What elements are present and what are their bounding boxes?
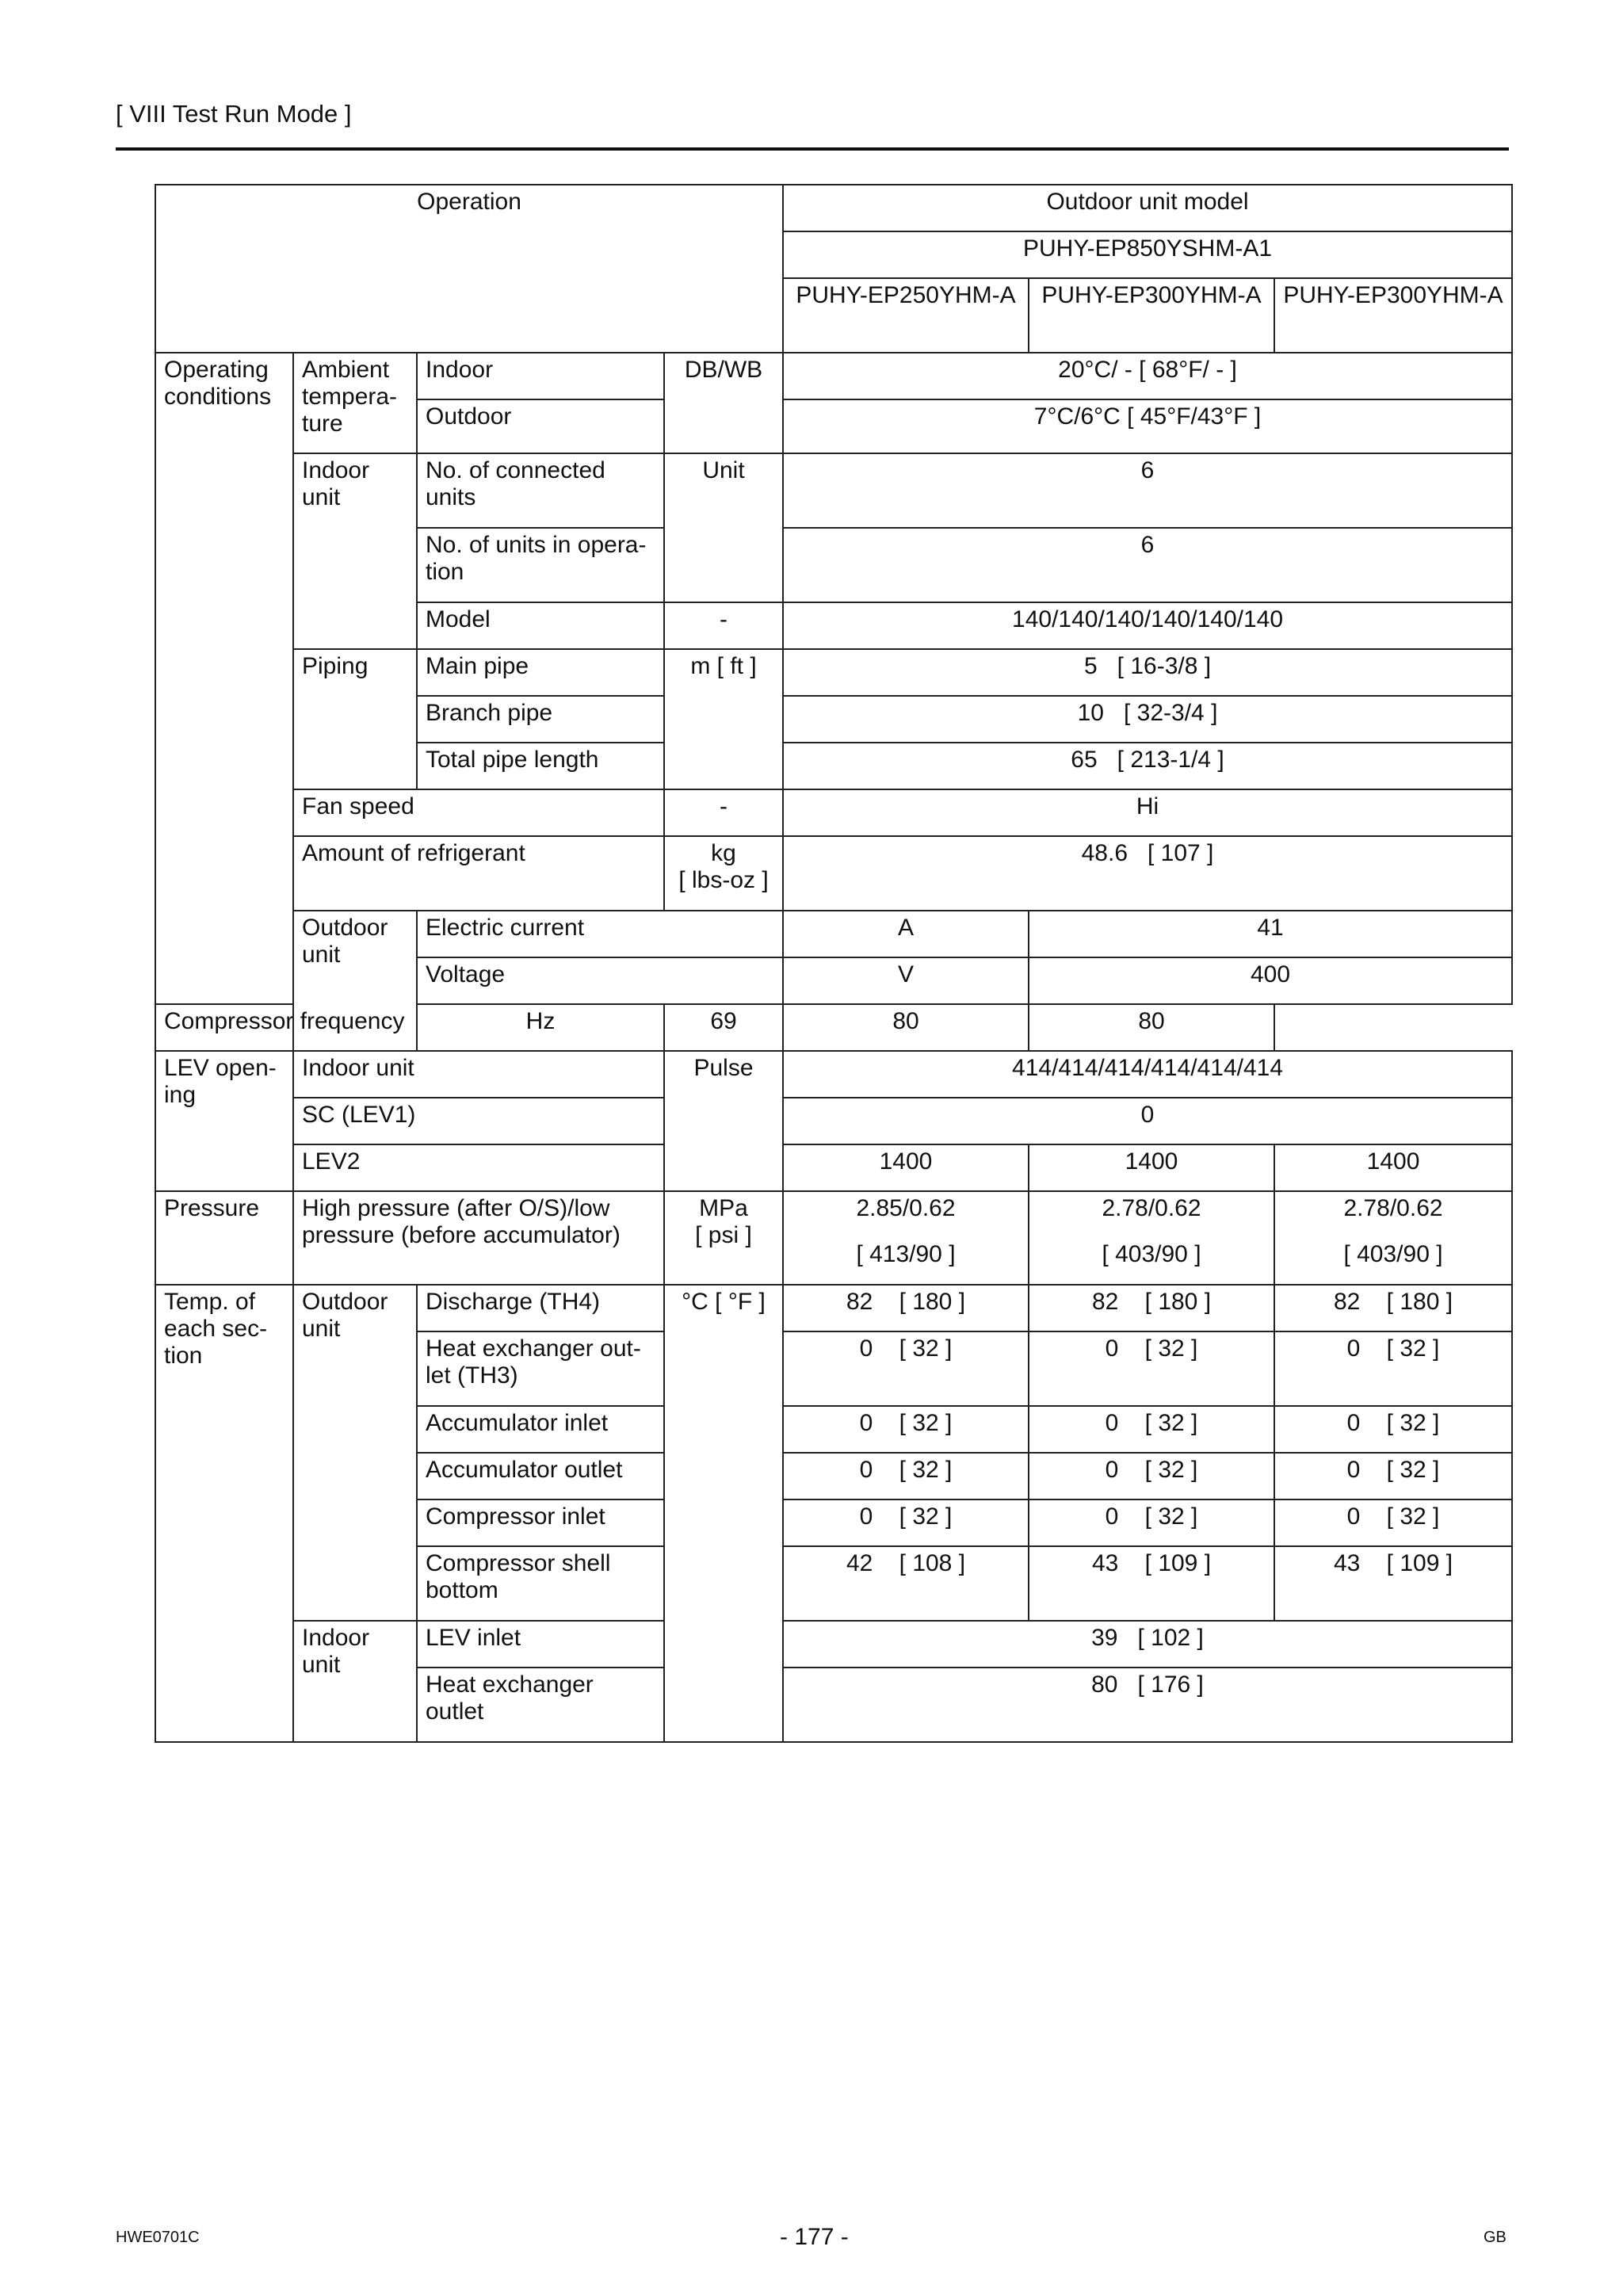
compressor-inlet-value: 0 [ 32 ] xyxy=(1029,1499,1274,1546)
unit-model-2: PUHY-EP300YHM-A xyxy=(1029,278,1274,353)
total-pipe-length-value: 65 [ 213-1/4 ] xyxy=(783,743,1512,789)
model-value: 140/140/140/140/140/140 xyxy=(783,602,1512,649)
voltage-value: 400 xyxy=(1029,957,1512,1004)
outdoor-unit-model-header: Outdoor unit model xyxy=(783,185,1512,231)
ambient-indoor-value: 20°C/ - [ 68°F/ - ] xyxy=(783,353,1512,399)
pressure-psi: [ 413/90 ] xyxy=(856,1241,956,1267)
lev-inlet-value: 39 [ 102 ] xyxy=(783,1621,1512,1668)
compressor-inlet-label: Compressor inlet xyxy=(417,1499,664,1546)
ambient-temperature-label: Ambient tempera-ture xyxy=(293,353,417,453)
lev2-value: 1400 xyxy=(783,1144,1029,1191)
piping-unit: m [ ft ] xyxy=(664,649,783,789)
pressure-mpa: 2.85/0.62 xyxy=(856,1195,956,1221)
model-unit: - xyxy=(664,602,783,649)
voltage-unit: V xyxy=(783,957,1029,1004)
temp-each-section-label: Temp. of each sec-tion xyxy=(155,1285,293,1742)
accumulator-outlet-value: 0 [ 32 ] xyxy=(783,1453,1029,1499)
refrigerant-value: 48.6 [ 107 ] xyxy=(783,836,1512,911)
sc-lev1-label: SC (LEV1) xyxy=(293,1098,664,1144)
lev-unit: Pulse xyxy=(664,1051,783,1191)
pressure-value xyxy=(783,1191,1029,1285)
operation-header: Operation xyxy=(155,185,783,353)
pressure-label: Pressure xyxy=(155,1191,293,1285)
pressure-value xyxy=(1029,1191,1274,1285)
indoor-unit-label: Indoor unit xyxy=(293,453,417,649)
ambient-unit: DB/WB xyxy=(664,353,783,453)
heat-exchanger-outlet-th3-value: 0 [ 32 ] xyxy=(783,1331,1029,1406)
connected-units-value: 6 xyxy=(783,453,1512,528)
main-pipe-value: 5 [ 16-3/8 ] xyxy=(783,649,1512,696)
page-number: - 177 - xyxy=(780,2224,849,2250)
compressor-inlet-value: 0 [ 32 ] xyxy=(783,1499,1029,1546)
lev2-label: LEV2 xyxy=(293,1144,664,1191)
heat-exchanger-outlet-th3-label: Heat exchanger out-let (TH3) xyxy=(417,1331,664,1406)
units-in-operation-label: No. of units in opera-tion xyxy=(417,528,664,602)
pressure-psi: [ 403/90 ] xyxy=(1102,1241,1201,1267)
compressor-frequency-unit: Hz xyxy=(417,1004,664,1051)
branch-pipe-label: Branch pipe xyxy=(417,696,664,743)
temp-outdoor-unit-label: Outdoor unit xyxy=(293,1285,417,1621)
compressor-frequency-value: 80 xyxy=(1029,1004,1274,1051)
accumulator-outlet-value: 0 [ 32 ] xyxy=(1029,1453,1274,1499)
sc-lev1-value: 0 xyxy=(783,1098,1512,1144)
pressure-mpa: 2.78/0.62 xyxy=(1102,1195,1201,1221)
piping-label: Piping xyxy=(293,649,417,789)
temp-indoor-unit-label: Indoor unit xyxy=(293,1621,417,1742)
lev2-value: 1400 xyxy=(1029,1144,1274,1191)
chapter-header: [ VIII Test Run Mode ] xyxy=(116,100,352,128)
accumulator-inlet-value: 0 [ 32 ] xyxy=(1274,1406,1512,1453)
region-code: GB xyxy=(1484,2229,1507,2246)
branch-pipe-value: 10 [ 32-3/4 ] xyxy=(783,696,1512,743)
lev-indoor-unit-value: 414/414/414/414/414/414 xyxy=(783,1051,1512,1098)
operating-conditions-label: Operating conditions xyxy=(155,353,293,1004)
compressor-frequency-value: 69 xyxy=(664,1004,783,1051)
test-run-data-table xyxy=(155,184,1513,1743)
header-divider xyxy=(116,147,1509,151)
model-label: Model xyxy=(417,602,664,649)
refrigerant-label: Amount of refrigerant xyxy=(293,836,664,911)
lev-indoor-unit-label: Indoor unit xyxy=(293,1051,664,1098)
voltage-label: Voltage xyxy=(417,957,783,1004)
accumulator-inlet-value: 0 [ 32 ] xyxy=(1029,1406,1274,1453)
compressor-shell-bottom-value: 42 [ 108 ] xyxy=(783,1546,1029,1621)
lev-inlet-label: LEV inlet xyxy=(417,1621,664,1668)
fan-speed-label: Fan speed xyxy=(293,789,664,836)
lev2-value: 1400 xyxy=(1274,1144,1512,1191)
compressor-shell-bottom-value: 43 [ 109 ] xyxy=(1029,1546,1274,1621)
compressor-shell-bottom-label: Compressor shell bottom xyxy=(417,1546,664,1621)
temp-unit: °C [ °F ] xyxy=(664,1285,783,1742)
outdoor-unit-label: Outdoor unit xyxy=(293,911,417,1051)
heat-exchanger-outlet-value: 80 [ 176 ] xyxy=(783,1668,1512,1742)
total-pipe-length-label: Total pipe length xyxy=(417,743,664,789)
electric-current-unit: A xyxy=(783,911,1029,957)
connected-units-label: No. of connected units xyxy=(417,453,664,528)
fan-speed-value: Hi xyxy=(783,789,1512,836)
unit-model-1: PUHY-EP250YHM-A xyxy=(783,278,1029,353)
accumulator-inlet-label: Accumulator inlet xyxy=(417,1406,664,1453)
pressure-description: High pressure (after O/S)/low pressure (before accumulator) xyxy=(293,1191,664,1285)
pressure-mpa: 2.78/0.62 xyxy=(1343,1195,1443,1221)
lev-opening-label: LEV open-ing xyxy=(155,1051,293,1191)
discharge-th4-value: 82 [ 180 ] xyxy=(783,1285,1029,1331)
discharge-th4-value: 82 [ 180 ] xyxy=(1029,1285,1274,1331)
heat-exchanger-outlet-th3-value: 0 [ 32 ] xyxy=(1029,1331,1274,1406)
system-model: PUHY-EP850YSHM-A1 xyxy=(783,231,1512,278)
accumulator-inlet-value: 0 [ 32 ] xyxy=(783,1406,1029,1453)
unit-model-3: PUHY-EP300YHM-A xyxy=(1274,278,1512,353)
fan-speed-unit: - xyxy=(664,789,783,836)
indoor-unit-count-unit: Unit xyxy=(664,453,783,602)
discharge-th4-label: Discharge (TH4) xyxy=(417,1285,664,1331)
accumulator-outlet-value: 0 [ 32 ] xyxy=(1274,1453,1512,1499)
electric-current-value: 41 xyxy=(1029,911,1512,957)
ambient-outdoor-label: Outdoor xyxy=(417,399,664,453)
ambient-outdoor-value: 7°C/6°C [ 45°F/43°F ] xyxy=(783,399,1512,453)
heat-exchanger-outlet-label: Heat exchanger outlet xyxy=(417,1668,664,1742)
pressure-value xyxy=(1274,1191,1512,1285)
compressor-frequency-value: 80 xyxy=(783,1004,1029,1051)
heat-exchanger-outlet-th3-value: 0 [ 32 ] xyxy=(1274,1331,1512,1406)
refrigerant-unit: kg [ lbs-oz ] xyxy=(664,836,783,911)
pressure-psi: [ 403/90 ] xyxy=(1343,1241,1443,1267)
compressor-frequency-label: Compressor frequency xyxy=(155,1004,417,1051)
document-code: HWE0701C xyxy=(116,2229,200,2246)
electric-current-label: Electric current xyxy=(417,911,783,957)
main-pipe-label: Main pipe xyxy=(417,649,664,696)
compressor-shell-bottom-value: 43 [ 109 ] xyxy=(1274,1546,1512,1621)
ambient-indoor-label: Indoor xyxy=(417,353,664,399)
units-in-operation-value: 6 xyxy=(783,528,1512,602)
compressor-inlet-value: 0 [ 32 ] xyxy=(1274,1499,1512,1546)
accumulator-outlet-label: Accumulator outlet xyxy=(417,1453,664,1499)
discharge-th4-value: 82 [ 180 ] xyxy=(1274,1285,1512,1331)
pressure-unit: MPa [ psi ] xyxy=(664,1191,783,1285)
